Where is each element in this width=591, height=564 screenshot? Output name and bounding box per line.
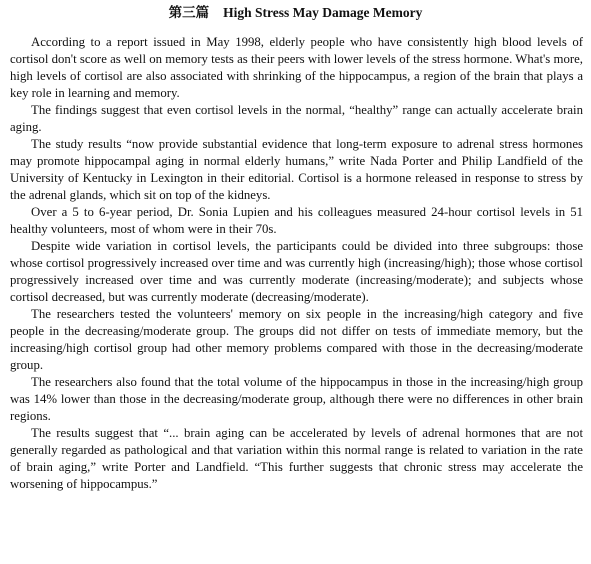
paragraph-3: The study results “now provide substantial evidence that long-term exposure to adrenal stress hormones may promote hippocampal aging in normal elderly humans,” write Nada Porter and Philip Landfield of the University of Kentucky in Lexington in their editorial. Cortisol is a hormone released in response to stress by the adrenal glands, which sit on top of the kidneys. xyxy=(10,137,583,202)
paragraph-2: The findings suggest that even cortisol levels in the normal, “healthy” range can actually accelerate brain aging. xyxy=(10,103,583,134)
paragraph-6: The researchers tested the volunteers' memory on six people in the increasing/high category and five people in the decreasing/moderate group. The groups did not differ on tests of immediate memory, but the increasing/high cortisol group had other memory problems compared with those in the decreasing/moderate group. xyxy=(10,307,583,372)
article-heading xyxy=(0,4,591,22)
paragraph-4: Over a 5 to 6-year period, Dr. Sonia Lupien and his colleagues measured 24-hour cortisol levels in 51 healthy volunteers, most of whom were in their 70s. xyxy=(10,205,583,236)
article-body xyxy=(10,34,583,493)
article-title: High Stress May Damage Memory xyxy=(223,5,423,20)
paragraph-5: Despite wide variation in cortisol levels, the participants could be divided into three subgroups: those whose cortisol progressively increased over time and was currently high (increasing/high); those whose cortisol progressively increased over time and was currently moderate (increasing/moderate); and subjects whose cortisol decreased, but was currently moderate (decreasing/moderate). xyxy=(10,239,583,304)
paragraph-7: The researchers also found that the total volume of the hippocampus in those in the increasing/high group was 14% lower than those in the decreasing/moderate group, although there were no differences in other brain regions. xyxy=(10,375,583,423)
paragraph-1: According to a report issued in May 1998, elderly people who have consistently high blood levels of cortisol don't score as well on memory tests as their peers with lower levels of the stress hormone. What's more, high levels of cortisol are also associated with shrinking of the hippocampus, a region of the brain that plays a key role in learning and memory. xyxy=(10,35,583,100)
section-label: 第三篇 xyxy=(168,5,210,20)
paragraph-8: The results suggest that “... brain aging can be accelerated by levels of adrenal hormones that are not generally regarded as pathological and that variation within this normal range is related to variation in the rate of brain aging,” write Porter and Landfield. “This further suggests that chronic stress may accelerate the worsening of hippocampus.” xyxy=(10,426,583,491)
